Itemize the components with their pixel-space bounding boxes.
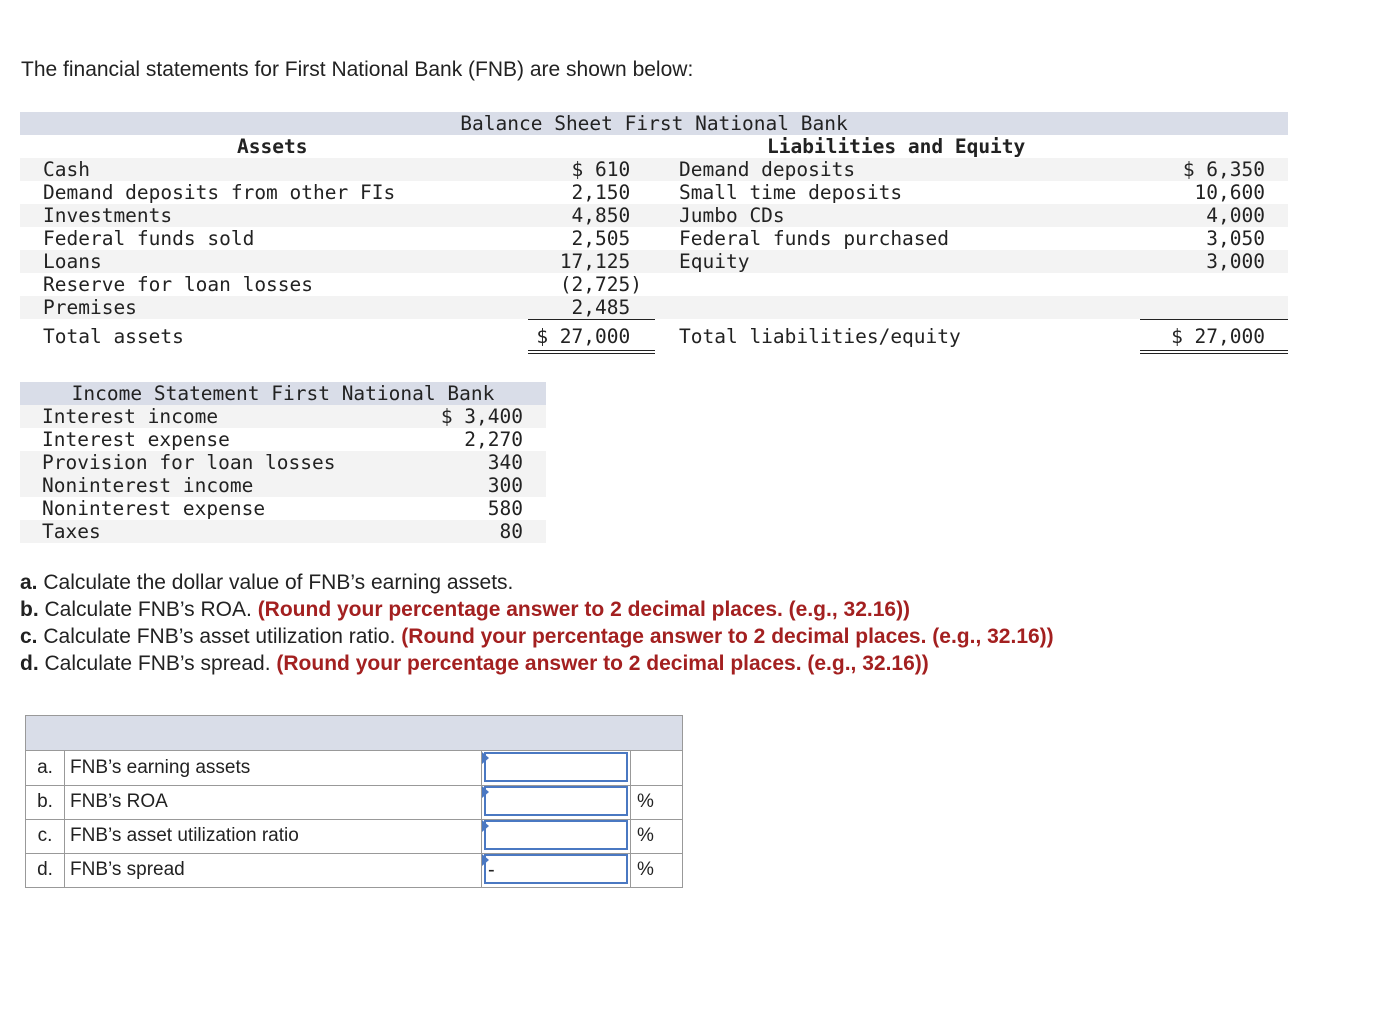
- table-row: [20, 474, 546, 497]
- answer-cell: [481, 751, 631, 785]
- total-double-rule: [1140, 350, 1288, 354]
- table-row: [20, 158, 1288, 181]
- subtotal-rule: [528, 319, 655, 320]
- assets-header: Assets: [237, 135, 308, 158]
- answer-table: [25, 715, 683, 888]
- question-letter: a.: [20, 571, 38, 594]
- liability-label: Federal funds purchased: [679, 227, 950, 250]
- income-statement-title: Income Statement First National Bank: [71, 382, 495, 405]
- table-row: [20, 204, 1288, 227]
- liability-value: 4,000: [1206, 204, 1265, 227]
- question-c: [20, 623, 1054, 650]
- asset-utilization-input[interactable]: [484, 820, 628, 850]
- question-letter: d.: [20, 652, 39, 675]
- row-letter: a.: [26, 751, 65, 785]
- roa-input[interactable]: [484, 786, 628, 816]
- answer-cell: [481, 819, 631, 853]
- asset-value: 2,505: [571, 227, 642, 250]
- question-text: Calculate FNB’s ROA.: [38, 598, 258, 621]
- intro-text: The financial statements for First National Bank (FNB) are shown below:: [21, 58, 694, 81]
- total-assets-value: $ 27,000: [536, 325, 642, 348]
- percent-unit: %: [637, 825, 654, 846]
- answer-row-a: [26, 751, 682, 786]
- table-row: [20, 520, 546, 543]
- row-label: FNB’s earning assets: [70, 757, 251, 778]
- asset-value: 2,150: [571, 181, 642, 204]
- asset-value: 2,485: [571, 296, 642, 319]
- table-row: [20, 296, 1288, 319]
- answer-row-b: [26, 785, 682, 820]
- rounding-note: (Round your percentage answer to 2 decimal places. (e.g., 32.16)): [257, 598, 911, 621]
- balance-sheet: [20, 112, 1288, 362]
- question-d: [20, 650, 1054, 677]
- subtotal-rule: [1140, 319, 1288, 320]
- income-label: Interest expense: [42, 428, 230, 451]
- asset-value: $ 610: [571, 158, 642, 181]
- income-value: 80: [499, 520, 523, 543]
- liability-label: Jumbo CDs: [679, 204, 785, 227]
- row-letter: d.: [26, 853, 65, 887]
- total-assets-label: Total assets: [43, 325, 184, 348]
- asset-label: Investments: [43, 204, 173, 227]
- liability-label: Equity: [679, 250, 750, 273]
- totals-row: [20, 325, 1288, 348]
- income-statement: [20, 382, 546, 544]
- total-liabilities-value: $ 27,000: [1171, 325, 1265, 348]
- income-value: 580: [487, 497, 523, 520]
- answer-cell: [481, 853, 631, 887]
- asset-value: 4,850: [571, 204, 642, 227]
- input-marker-icon: [482, 752, 489, 764]
- asset-label: Reserve for loan losses: [43, 273, 314, 296]
- income-value: 300: [487, 474, 523, 497]
- asset-label: Loans: [43, 250, 102, 273]
- asset-label: Premises: [43, 296, 137, 319]
- answer-row-c: [26, 819, 682, 854]
- table-row: [20, 497, 546, 520]
- question-a: [20, 569, 1054, 596]
- liabilities-header: Liabilities and Equity: [767, 135, 1026, 158]
- percent-unit: %: [637, 791, 654, 812]
- input-marker-icon: [482, 820, 489, 832]
- earning-assets-input[interactable]: [484, 752, 628, 782]
- question-text: Calculate the dollar value of FNB’s earning assets.: [37, 571, 514, 594]
- total-liabilities-label: Total liabilities/equity: [679, 325, 961, 348]
- liability-value: 3,000: [1206, 250, 1265, 273]
- answer-row-d: [26, 853, 682, 887]
- row-label: FNB’s asset utilization ratio: [70, 825, 299, 846]
- negative-sign: -: [488, 859, 495, 881]
- liability-label: Demand deposits: [679, 158, 856, 181]
- income-label: Noninterest expense: [42, 497, 266, 520]
- rounding-note: (Round your percentage answer to 2 decimal places. (e.g., 32.16)): [401, 625, 1054, 648]
- table-row: [20, 273, 1288, 296]
- answer-table-header: [26, 716, 682, 751]
- row-letter: b.: [26, 785, 65, 819]
- asset-value: 17,125: [559, 250, 642, 273]
- liability-label: Small time deposits: [679, 181, 903, 204]
- percent-unit: %: [637, 859, 654, 880]
- question-b: [20, 596, 1054, 623]
- income-label: Noninterest income: [42, 474, 254, 497]
- income-value: $ 3,400: [440, 405, 523, 428]
- table-row: [20, 227, 1288, 250]
- asset-label: Demand deposits from other FIs: [43, 181, 396, 204]
- balance-sheet-title: Balance Sheet First National Bank: [460, 112, 848, 135]
- income-label: Provision for loan losses: [42, 451, 336, 474]
- asset-label: Cash: [43, 158, 90, 181]
- table-row: [20, 405, 546, 428]
- income-value: 2,270: [464, 428, 523, 451]
- table-row: [20, 451, 546, 474]
- question-letter: c.: [20, 625, 38, 648]
- liability-value: 3,050: [1206, 227, 1265, 250]
- question-text: Calculate FNB’s spread.: [38, 652, 277, 675]
- income-label: Taxes: [42, 520, 101, 543]
- table-row: [20, 250, 1288, 273]
- question-letter: b.: [20, 598, 39, 621]
- question-list: [20, 569, 1054, 677]
- spread-input[interactable]: [484, 854, 628, 884]
- answer-cell: [481, 785, 631, 819]
- liability-value: $ 6,350: [1182, 158, 1265, 181]
- row-label: FNB’s ROA: [70, 791, 168, 812]
- rounding-note: (Round your percentage answer to 2 decimal places. (e.g., 32.16)): [276, 652, 929, 675]
- asset-label: Federal funds sold: [43, 227, 255, 250]
- table-row: [20, 428, 546, 451]
- row-letter: c.: [26, 819, 65, 853]
- asset-value: (2,725): [559, 273, 642, 296]
- input-marker-icon: [482, 786, 489, 798]
- income-value: 340: [487, 451, 523, 474]
- table-row: [20, 181, 1288, 204]
- income-label: Interest income: [42, 405, 219, 428]
- total-double-rule: [528, 350, 655, 354]
- question-text: Calculate FNB’s asset utilization ratio.: [37, 625, 402, 648]
- row-label: FNB’s spread: [70, 859, 185, 880]
- liability-value: 10,600: [1194, 181, 1265, 204]
